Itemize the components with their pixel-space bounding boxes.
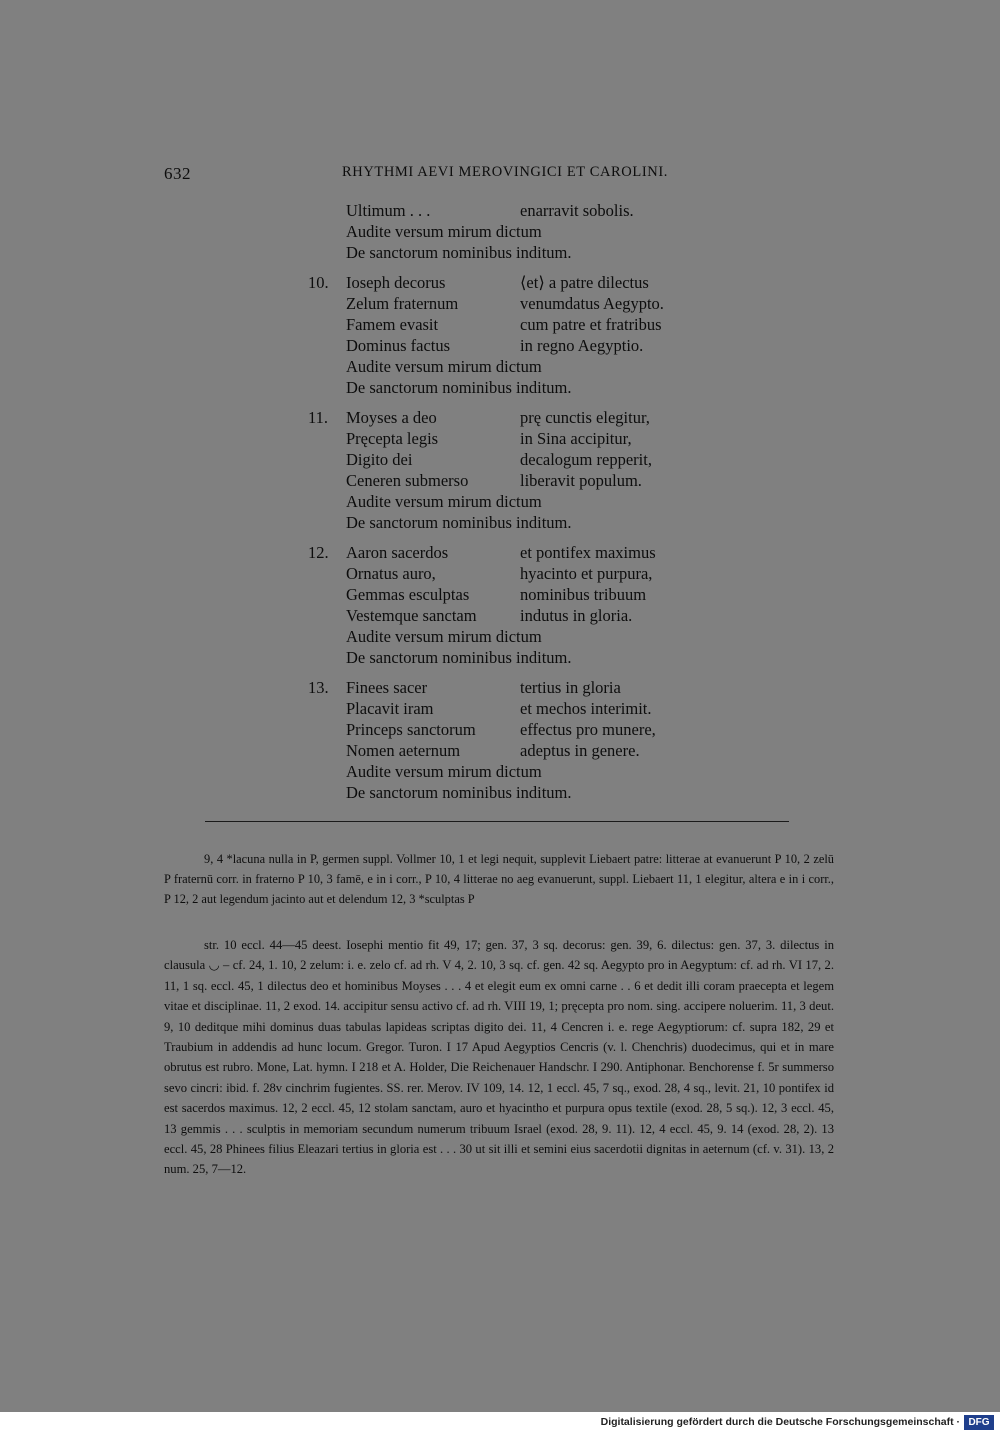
verse-line-first-half: Digito dei xyxy=(346,450,413,469)
verse-line-first-half: Nomen aeternum xyxy=(346,741,461,760)
verse-line-first-half: Audite versum mirum dictum xyxy=(346,492,542,511)
verse-line-first-half: Audite versum mirum dictum xyxy=(346,627,542,646)
verse-line-second-half: nominibus tribuum xyxy=(520,585,647,604)
verse-line-first-half: Audite versum mirum dictum xyxy=(346,357,542,376)
digitization-footer xyxy=(0,1412,1000,1434)
verse-line-first-half: De sanctorum nominibus inditum. xyxy=(346,783,572,802)
verse-line-second-half: enarravit sobolis. xyxy=(520,201,634,220)
verse-line-second-half: cum patre et fratribus xyxy=(520,315,662,334)
verse-line-second-half: effectus pro munere, xyxy=(520,720,656,739)
verse-line-first-half: De sanctorum nominibus inditum. xyxy=(346,378,572,397)
stanza-number: 13. xyxy=(308,678,329,697)
verse-line-second-half: in Sina accipitur, xyxy=(520,429,632,448)
footnote-rule xyxy=(205,821,789,822)
running-title: RHYTHMI AEVI MEROVINGICI ET CAROLINI. xyxy=(341,164,668,180)
funding-credit: Digitalisierung gefördert durch die Deutsche Forschungsgemeinschaft · xyxy=(600,1416,960,1428)
verse-line-first-half: De sanctorum nominibus inditum. xyxy=(346,513,572,532)
page-header xyxy=(164,164,668,186)
verse-line-first-half: Ioseph decorus xyxy=(346,273,446,292)
verse-line-second-half: decalogum repperit, xyxy=(520,450,652,469)
verse-line-second-half: et mechos interimit. xyxy=(520,699,652,718)
verse-line-second-half: hyacinto et purpura, xyxy=(520,564,653,583)
verse-line-first-half: Gemmas esculptas xyxy=(346,585,470,604)
verse-line-second-half: et pontifex maximus xyxy=(520,543,656,562)
verse-line-first-half: De sanctorum nominibus inditum. xyxy=(346,648,572,667)
verse-line-first-half: Moyses a deo xyxy=(346,408,437,427)
source-commentary: str. 10 eccl. 44—45 deest. Iosephi mentio fit 49, 17; gen. 37, 3 sq. decorus: gen. 39, 6. dilectus: gen. 37, 3. dilectus in clausula ◡ – cf. 24, 1. 10, 2 zelum: i. e. zelo cf. ad rh. V 4, 2. 10, 3 sq. cf. gen. 42 sq. Aegypto pro in Aegyptum: cf. ad rh. VI 17, 2. 11, 1 sq. eccl. 45, 1 dilectus deo et hominibus Moyses . . . 4 et elegit eum ex omni carne . . 6 et dedit illi coram praecepta et legem vitae et disciplinae. 11, 2 exod. 14. accipitur sensu activo cf. ad rh. VIII 19, 1; pręcepta pro nom. sing. accipere noluerim. 11, 3 deut. 9, 10 deditque mihi dominus duas tabulas lapideas scriptas digito dei. 11, 4 Cencren i. e. rege Aegyptiorum: cf. supra 182, 29 et Traubium in addendis ad hunc locum. Gregor. Turon. I 17 Apud Aegyptios Cencris (v. l. Chenchris) duodecimus, qui et in mare obrutus est rubro. Mone, Lat. hymn. I 218 et A. Holder, Die Reichenauer Handschr. I 290. Antiphonar. Benchorense f. 5r summerso sevo cincri: ibid. f. 28v cinchrim fugientes. SS. rer. Merov. IV 109, 14. 12, 1 eccl. 45, 7 sq., exod. 28, 4 sq., levit. 21, 10 pontifex id est sacerdos maximus. 12, 2 eccl. 45, 12 stolam sanctam, auro et hyacintho et purpura opus textile (exod. 28, 5 sq.). 12, 3 eccl. 45, 13 gemmis . . . sculptis in memoriam secundum numerum tribuum Israel (exod. 28, 9. 11). 12, 4 eccl. 45, 9. 14 (exod. 28, 2). 13 eccl. 45, 28 Phinees filius Eleazari tertius in gloria est . . . 30 ut sit illi et semini eius sacerdotii dignitas in aeternum (cf. v. 31). 13, 2 num. 25, 7—12. xyxy=(164,938,834,1177)
verse-line-first-half: Placavit iram xyxy=(346,699,434,718)
verse-line-first-half: Princeps sanctorum xyxy=(346,720,476,739)
verse-line-first-half: Pręcepta legis xyxy=(346,429,439,448)
verse-line-first-half: Famem evasit xyxy=(346,315,439,334)
dfg-logo: DFG xyxy=(964,1415,994,1430)
stanza-number: 12. xyxy=(308,543,329,562)
critical-apparatus: 9, 4 *lacuna nulla in P, germen suppl. Vollmer 10, 1 et legi nequit, supplevit Liebaert patre: litterae at evanuerunt P 10, 2 zelū P fraternū corr. in fraterno P 10, 3 famē, e in i corr., P 10, 4 litterae no aeg evanuerunt, suppl. Liebaert 11, 1 elegitur, altera e in i corr., P 12, 2 aut legendum jacinto aut et delendum 12, 3 *sculptas P xyxy=(164,852,834,906)
stanza-number: 10. xyxy=(308,273,329,292)
verse-line-first-half: Ceneren submerso xyxy=(346,471,469,490)
verse-line-first-half: Finees sacer xyxy=(346,678,428,697)
verse-line-second-half: liberavit populum. xyxy=(520,471,642,490)
verse-line-second-half: ⟨et⟩ a patre dilectus xyxy=(520,273,649,292)
verse-line-first-half: Zelum fraternum xyxy=(346,294,459,313)
verse-line-first-half: Vestemque sanctam xyxy=(346,606,477,625)
page-number: 632 xyxy=(164,164,191,183)
stanza-number: 11. xyxy=(308,408,329,427)
verse-line-first-half: De sanctorum nominibus inditum. xyxy=(346,243,572,262)
verse-line-second-half: venumdatus Aegypto. xyxy=(520,294,664,313)
verse-line-first-half: Audite versum mirum dictum xyxy=(346,762,542,781)
verse-line-second-half: prę cunctis elegitur, xyxy=(520,408,650,427)
verse-line-first-half: Aaron sacerdos xyxy=(346,543,449,562)
verse-line-first-half: Audite versum mirum dictum xyxy=(346,222,542,241)
verse-line-second-half: indutus in gloria. xyxy=(520,606,633,625)
verse-line-second-half: tertius in gloria xyxy=(520,678,621,697)
verse-line-first-half: Ornatus auro, xyxy=(346,564,436,583)
verse-line-second-half: adeptus in genere. xyxy=(520,741,640,760)
verse-line-first-half: Ultimum . . . xyxy=(346,201,431,220)
verse-line-first-half: Dominus factus xyxy=(346,336,451,355)
verse-line-second-half: in regno Aegyptio. xyxy=(520,336,644,355)
